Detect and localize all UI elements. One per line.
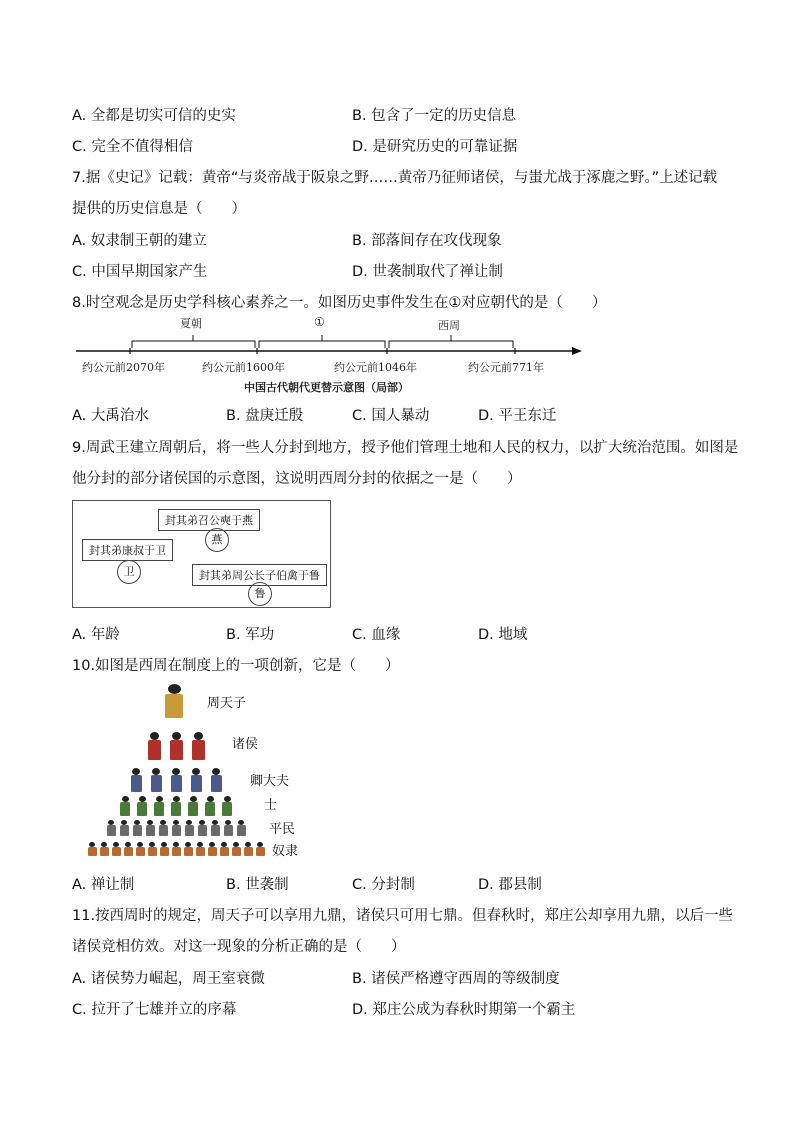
nuli-figure (100, 847, 109, 856)
nuli-figure-head (101, 842, 107, 847)
q6-option-b: B. 包含了一定的历史信息 (352, 108, 517, 124)
qingdafu-figure-head (152, 768, 160, 775)
nuli-figure (244, 847, 253, 856)
pingmin-figure (107, 825, 116, 836)
pyramid-label-zhuhou: 诸侯 (232, 737, 259, 752)
q11-option-c: C. 拉开了七雄并立的序幕 (72, 1002, 237, 1018)
qingdafu-figure-head (212, 768, 220, 775)
pingmin-figure-head (108, 820, 114, 825)
pingmin-figure-head (173, 820, 179, 825)
q11-stem-line2: 诸侯竞相仿效。对这一现象的分析正确的是（ ） (72, 939, 406, 955)
q9-option-d: D. 地域 (478, 627, 528, 643)
pingmin-figure-head (199, 820, 205, 825)
shi-figure-head (122, 796, 129, 802)
shi-figure-head (173, 796, 180, 802)
nuli-figure (220, 847, 229, 856)
q8-option-c: C. 国人暴动 (352, 408, 430, 424)
pingmin-figure-head (212, 820, 218, 825)
nuli-figure (208, 847, 217, 856)
qingdafu-figure-head (192, 768, 200, 775)
nuli-figure (172, 847, 181, 856)
nuli-figure (196, 847, 205, 856)
nuli-figure (184, 847, 193, 856)
timeline-label-xia: 夏朝 (180, 317, 202, 330)
timeline-date-2: 约公元前1600年 (202, 361, 285, 374)
zhuhou-figure-head (194, 732, 203, 740)
shi-figure-head (190, 796, 197, 802)
timeline-label-xizhou: 西周 (438, 319, 460, 332)
shi-figure (171, 802, 181, 816)
q9-option-c: C. 血缘 (352, 627, 401, 643)
wei-label: 封其弟康叔于卫 (82, 539, 173, 561)
nuli-figure-head (197, 842, 203, 847)
timeline-date-1: 约公元前2070年 (82, 361, 165, 374)
nuli-figure-head (173, 842, 179, 847)
qingdafu-figure (211, 775, 222, 792)
dynasty-timeline (72, 312, 592, 397)
shi-figure-head (224, 796, 231, 802)
pingmin-figure (185, 825, 194, 836)
zhuhou-figure (192, 740, 205, 760)
bracket-xizhou (389, 335, 513, 348)
pingmin-figure-head (225, 820, 231, 825)
shi-figure (205, 802, 215, 816)
pingmin-figure-head (121, 820, 127, 825)
fenfeng-diagram (72, 500, 331, 608)
q7-stem-line1: 7.据《史记》记载：黄帝“与炎帝战于阪泉之野……黄帝乃征师诸侯，与蚩尤战于涿鹿之野。”上述记载 (72, 170, 718, 186)
nuli-figure-head (125, 842, 131, 847)
q7-option-a: A. 奴隶制王朝的建立 (72, 233, 207, 249)
nuli-figure-head (89, 842, 95, 847)
bracket-xia (132, 335, 255, 348)
pingmin-figure (146, 825, 155, 836)
shi-figure-head (139, 796, 146, 802)
nuli-figure (232, 847, 241, 856)
q7-option-d: D. 世袭制取代了禅让制 (352, 264, 503, 280)
zhuhou-figure-head (172, 732, 181, 740)
q8-option-b: B. 盘庚迁殷 (226, 408, 304, 424)
hierarchy-pyramid (72, 680, 312, 860)
q7-stem-line2: 提供的历史信息是（ ） (72, 201, 246, 217)
pyramid-label-qingdafu: 卿大夫 (250, 774, 290, 789)
bracket-1 (259, 335, 385, 348)
pingmin-figure (159, 825, 168, 836)
pingmin-figure-head (160, 820, 166, 825)
qingdafu-figure (131, 775, 142, 792)
qingdafu-figure (191, 775, 202, 792)
nuli-figure-head (245, 842, 251, 847)
q11-option-b: B. 诸侯严格遵守西周的等级制度 (352, 971, 560, 987)
nuli-figure (148, 847, 157, 856)
nuli-figure (256, 847, 265, 856)
zhuhou-figure (170, 740, 183, 760)
q7-option-b: B. 部落间存在攻伐现象 (352, 233, 502, 249)
shi-figure-head (207, 796, 214, 802)
pingmin-figure (120, 825, 129, 836)
pingmin-figure (224, 825, 233, 836)
timeline-label-1: ① (314, 315, 325, 329)
pingmin-figure (172, 825, 181, 836)
qingdafu-figure-head (172, 768, 180, 775)
pingmin-figure (133, 825, 142, 836)
shi-figure (137, 802, 147, 816)
qingdafu-figure (151, 775, 162, 792)
pingmin-figure-head (147, 820, 153, 825)
q8-option-a: A. 大禹治水 (72, 408, 149, 424)
q8-option-d: D. 平王东迁 (478, 408, 557, 424)
nuli-figure-head (113, 842, 119, 847)
q9-option-b: B. 军功 (226, 627, 275, 643)
zhuhou-figure-head (150, 732, 159, 740)
tianzi-figure (165, 694, 183, 718)
nuli-figure (124, 847, 133, 856)
q7-option-c: C. 中国早期国家产生 (72, 264, 208, 280)
tianzi-figure-head (168, 684, 181, 694)
wei-circle: 卫 (117, 560, 141, 584)
q9-stem-line1: 9.周武王建立周朝后，将一些人分封到地方，授予他们管理土地和人民的权力，以扩大统治范围。如图是 (72, 440, 739, 456)
pingmin-figure (198, 825, 207, 836)
pyramid-label-nuli: 奴隶 (272, 844, 299, 859)
yan-label: 封其弟召公奭于燕 (158, 509, 260, 531)
nuli-figure (88, 847, 97, 856)
pingmin-figure (211, 825, 220, 836)
shi-figure (188, 802, 198, 816)
shi-figure (120, 802, 130, 816)
nuli-figure (136, 847, 145, 856)
nuli-figure-head (149, 842, 155, 847)
q10-option-b: B. 世袭制 (226, 877, 289, 893)
nuli-figure-head (209, 842, 215, 847)
nuli-figure (112, 847, 121, 856)
q6-option-d: D. 是研究历史的可靠证据 (352, 139, 518, 155)
timeline-arrow-icon (572, 347, 582, 355)
q6-option-a: A. 全都是切实可信的史实 (72, 108, 236, 124)
nuli-figure-head (185, 842, 191, 847)
pingmin-figure-head (186, 820, 192, 825)
q10-option-c: C. 分封制 (352, 877, 415, 893)
nuli-figure (160, 847, 169, 856)
q10-option-a: A. 禅让制 (72, 877, 135, 893)
q11-option-a: A. 诸侯势力崛起，周王室衰微 (72, 971, 265, 987)
q10-option-d: D. 郡县制 (478, 877, 542, 893)
q11-option-d: D. 郑庄公成为春秋时期第一个霸主 (352, 1002, 576, 1018)
nuli-figure-head (161, 842, 167, 847)
pyramid-label-pingmin: 平民 (269, 822, 296, 837)
q9-stem-line2: 他分封的部分诸侯国的示意图，这说明西周分封的依据之一是（ ） (72, 471, 522, 487)
pyramid-label-tianzi: 周天子 (207, 696, 247, 711)
nuli-figure-head (257, 842, 263, 847)
pingmin-figure-head (134, 820, 140, 825)
shi-figure (154, 802, 164, 816)
q10-stem: 10.如图是西周在制度上的一项创新，它是（ ） (72, 658, 400, 674)
q11-stem-line1: 11.按西周时的规定，周天子可以享用九鼎，诸侯只可用七鼎。但春秋时，郑庄公却享用九鼎，以后一些 (72, 908, 734, 924)
shi-figure-head (156, 796, 163, 802)
qingdafu-figure (171, 775, 182, 792)
pyramid-label-shi: 士 (264, 798, 278, 813)
q9-option-a: A. 年龄 (72, 627, 120, 643)
pingmin-figure (237, 825, 246, 836)
zhuhou-figure (148, 740, 161, 760)
pingmin-figure-head (238, 820, 244, 825)
qingdafu-figure-head (132, 768, 140, 775)
lu-circle: 鲁 (248, 582, 272, 606)
nuli-figure-head (137, 842, 143, 847)
yan-circle: 燕 (205, 528, 229, 552)
timeline-date-3: 约公元前1046年 (334, 361, 417, 374)
nuli-figure-head (221, 842, 227, 847)
q6-option-c: C. 完全不值得相信 (72, 139, 193, 155)
q8-stem: 8.时空观念是历史学科核心素养之一。如图历史事件发生在①对应朝代的是（ ） (72, 295, 607, 311)
timeline-caption: 中国古代朝代更替示意图（局部） (244, 381, 409, 394)
nuli-figure-head (233, 842, 239, 847)
shi-figure (222, 802, 232, 816)
timeline-date-4: 约公元前771年 (468, 361, 544, 374)
lu-label: 封其弟周公长子伯禽于鲁 (192, 564, 327, 586)
